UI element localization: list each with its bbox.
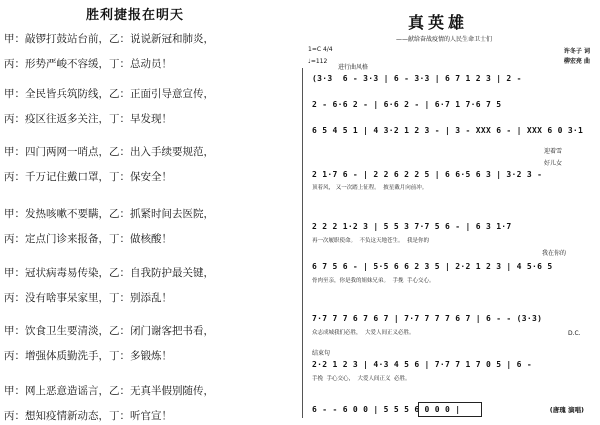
score-title: 真英雄 [408, 13, 469, 32]
music-line: 6 7 5 6 - | 5·5 6 6 2 3 5 | 2·2 1 2 3 | 4 5·6 5 [312, 262, 553, 271]
rhyme-line: 丙：形势严峻不容缓，丁：总动员！ [4, 58, 172, 70]
rhyme-line: 丙：千万记住戴口罩，丁：保安全！ [4, 171, 172, 183]
rhyme-line: 甲：饮食卫生要清淡，乙：闭门谢客把书看， [4, 325, 214, 337]
side-note: 好儿女 [544, 160, 563, 167]
music-score-panel [298, 0, 598, 425]
lyric-line: 顶着风， 又一次踏上征程。 披星戴月向前冲。 [312, 185, 428, 191]
rhyme-line: 丙：疫区往返多关注，丁：早发现！ [4, 113, 172, 125]
rhyme-title: 胜利捷报在明天 [85, 8, 184, 23]
side-note: D.C. [568, 330, 581, 337]
music-line: 2·2 1 2 3 | 4·3 4 5 6 | 7·7 7 1 7 0 5 | 6 - [312, 360, 533, 369]
rhyme-line: 丙：定点门诊来报备，丁：做核酸！ [4, 233, 172, 245]
rhyme-line: 甲：网上恶意造谣言，乙：无真半假别随传， [4, 385, 214, 397]
composer-credit: 柳宏亮 曲 [563, 58, 590, 65]
time-signature: 1=C 4/4 [308, 46, 333, 53]
notation-box [418, 402, 482, 417]
music-line: 6 5 4 5 1 | 4 3·2 1 2 3 - | 3 - XXX 6 - | XXX 6 0 3·1 [312, 126, 584, 135]
music-line: 6 - - 6 0 0 | 5 5 5 6 0 0 0 | [312, 405, 461, 414]
music-line: (3·3 6 - 3·3 | 6 - 3·3 | 6 7 1 2 3 | 2 - [312, 74, 522, 83]
rhyme-line: 丙：增强体质勤洗手，丁：多锻炼！ [4, 350, 172, 362]
rhyme-line: 甲：全民皆兵筑防线，乙：正面引导意宣传， [4, 88, 214, 100]
music-line: 2 1·7 6 - | 2 2 6 2 2 5 | 6 6·5 6 3 | 3·2 3 - [312, 170, 543, 179]
performer-credit: (唐瑰 演唱) [549, 406, 584, 414]
lyric-line: 众志成城我们必胜， 大爱人间正义必胜。 [312, 330, 415, 336]
start-marker: 结束句 [312, 350, 331, 357]
rhyme-line: 甲：发热咳嗽不要瞒，乙：抓紧时间去医院， [4, 208, 214, 220]
lyric-line: 再一次履职使命。 不负这天地苍生。 我是你的 [312, 238, 429, 244]
rhyme-text-panel [0, 0, 270, 425]
lyric-line: 手挽 手心交心， 大爱人间正义 必胜。 [312, 376, 411, 382]
score-margin-line [302, 68, 303, 418]
rhyme-line: 甲：冠状病毒易传染，乙：自我防护最关键， [4, 267, 214, 279]
score-subtitle: ——献给奋战疫情的人民生命卫士们 [396, 36, 493, 43]
tempo-mark: ♩=112 [308, 58, 328, 65]
side-note: 迎着雪 [544, 148, 563, 155]
music-line: 2 2 2 1·2 3 | 5 5 3 7·7 5 6 - | 6 3 1·7 [312, 222, 512, 231]
rhyme-line: 甲：四门两网一哨点，乙：出入手续要规范， [4, 146, 214, 158]
rhyme-line: 丙：想知疫情新动态，丁：听官宣！ [4, 410, 172, 422]
rhyme-line: 甲：敲锣打鼓站台前，乙：说说新冠和肺炎， [4, 33, 214, 45]
music-line: 7·7 7 7 6 7 6 7 | 7·7 7 7 7 6 7 | 6 - - (3·3) [312, 314, 543, 323]
lyric-line: 骨肉至亲，你是我的姐妹兄弟。 手挽 手心交心。 [312, 278, 435, 284]
lyricist-credit: 许冬子 词 [563, 48, 590, 55]
side-note: 我在你的 [542, 250, 567, 257]
tempo-note: 进行曲风格 [338, 64, 369, 71]
music-line: 2 - 6·6 2 - | 6·6 2 - | 6·7 1 7·6 7 5 [312, 100, 502, 109]
rhyme-line: 丙：没有啥事呆家里，丁：别添乱！ [4, 292, 172, 304]
